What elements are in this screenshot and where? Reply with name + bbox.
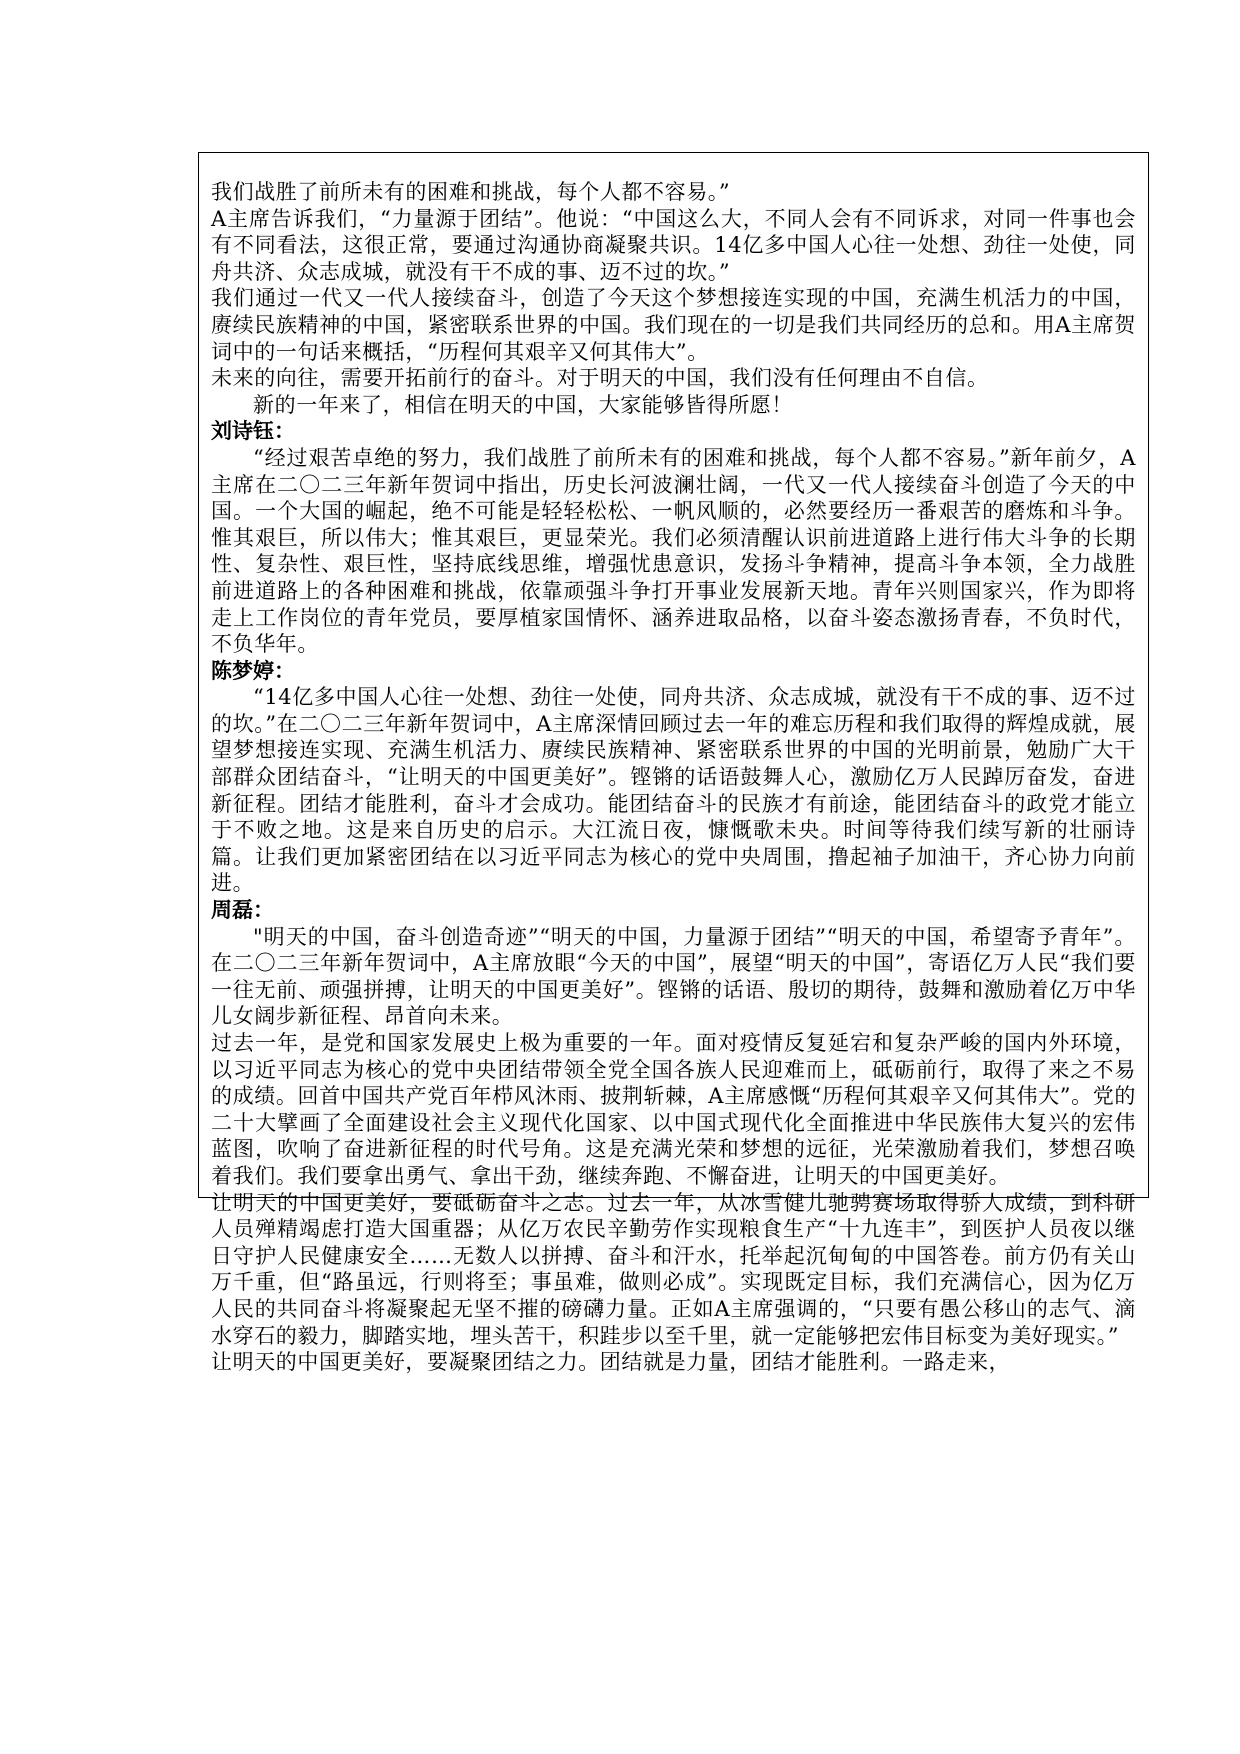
paragraph: 未来的向往，需要开拓前行的奋斗。对于明天的中国，我们没有任何理由不自信。 (211, 366, 989, 391)
speaker-heading: 陈梦婷： (211, 658, 295, 683)
paragraph: A主席告诉我们，“力量源于团结”。他说：“中国这么大，不同人会有不同诉求，对同一件事也会有不同看法，这很正常，要通过沟通协商凝聚共识。14亿多中国人心往一处想、劲往一处使，同舟共济、众志成城，就没有干不成的事、迈不过的坎。” (211, 206, 1136, 284)
paragraph: 新的一年来了，相信在明天的中国，大家能够皆得所愿！ (253, 392, 793, 417)
paragraph: 让明天的中国更美好，要砥砺奋斗之志。过去一年，从冰雪健儿驰骋赛场取得骄人成绩，到科研人员殚精竭虑打造大国重器；从亿万农民辛勤劳作实现粮食生产“十九连丰”，到医护人员夜以继日守护人民健康安全……无数人以拼搏、奋斗和汗水，托举起沉甸甸的中国答卷。前方仍有关山万千重，但“路虽远，行则将至；事虽难，做则必成”。实现既定目标，我们充满信心，因为亿万人民的共同奋斗将凝聚起无坚不摧的磅礴力量。正如A主席强调的，“只要有愚公移山的志气、滴水穿石的毅力，脚踏实地，埋头苦干，积跬步以至千里，就一定能够把宏伟目标变为美好现实。” (211, 1190, 1136, 1348)
document-frame (198, 152, 1149, 1375)
paragraph: 让明天的中国更美好，要凝聚团结之力。团结就是力量，团结才能胜利。一路走来， (211, 1350, 1011, 1375)
paragraph: 我们通过一代又一代人接续奋斗，创造了今天这个梦想接连实现的中国，充满生机活力的中国，赓续民族精神的中国，紧密联系世界的中国。我们现在的一切是我们共同经历的总和。用A主席贺词中的一句话来概括，“历程何其艰辛又何其伟大”。 (211, 286, 1136, 364)
speaker-heading: 刘诗钰： (211, 419, 295, 444)
paragraph: “经过艰苦卓绝的努力，我们战胜了前所未有的困难和挑战，每个人都不容易。”新年前夕，A主席在二〇二三年新年贺词中指出，历史长河波澜壮阔，一代又一代人接续奋斗创造了今天的中国。一个大国的崛起，绝不可能是轻轻松松、一帆风顺的，必然要经历一番艰苦的磨炼和斗争。惟其艰巨，所以伟大；惟其艰巨，更显荣光。我们必须清醒认识前进道路上进行伟大斗争的长期性、复杂性、艰巨性，坚持底线思维，增强忧患意识，发扬斗争精神，提高斗争本领，全力战胜前进道路上的各种困难和挑战，依靠顽强斗争打开事业发展新天地。青年兴则国家兴，作为即将走上工作岗位的青年党员，要厚植家国情怀、涵养进取品格，以奋斗姿态激扬青春，不负时代，不负华年。 (211, 445, 1136, 657)
paragraph: 我们战胜了前所未有的困难和挑战，每个人都不容易。” (211, 180, 731, 204)
speaker-heading: 周磊： (211, 898, 274, 923)
paragraph: "明天的中国，奋斗创造奇迹”“明天的中国，力量源于团结”“明天的中国，希望寄予青年”。在二〇二三年新年贺词中，A主席放眼“今天的中国”，展望“明天的中国”，寄语亿万人民“我们要一往无前、顽强拼搏，让明天的中国更美好”。铿锵的话语、殷切的期待，鼓舞和激励着亿万中华儿女阔步新征程、昂首向未来。 (211, 924, 1136, 1029)
paragraph: “14亿多中国人心往一处想、劲往一处使，同舟共济、众志成城，就没有干不成的事、迈不过的坎。”在二〇二三年新年贺词中，A主席深情回顾过去一年的难忘历程和我们取得的辉煌成就，展望梦想接连实现、充满生机活力、赓续民族精神、紧密联系世界的中国的光明前景，勉励广大干部群众团结奋斗，“让明天的中国更美好”。铿锵的话语鼓舞人心，激励亿万人民踔厉奋发，奋进新征程。团结才能胜利，奋斗才会成功。能团结奋斗的民族才有前途，能团结奋斗的政党才能立于不败之地。这是来自历史的启示。大江流日夜，慷慨歌未央。时间等待我们续写新的壮丽诗篇。让我们更加紧密团结在以习近平同志为核心的党中央周围，撸起袖子加油干，齐心协力向前进。 (211, 685, 1136, 896)
paragraph: 过去一年，是党和国家发展史上极为重要的一年。面对疫情反复延宕和复杂严峻的国内外环境，以习近平同志为核心的党中央团结带领全党全国各族人民迎难而上，砥砺前行，取得了来之不易的成绩。回首中国共产党百年栉风沐雨、披荆斩棘，A主席感慨“历程何其艰辛又何其伟大”。党的二十大擘画了全面建设社会主义现代化国家、以中国式现代化全面推进中华民族伟大复兴的宏伟蓝图，吹响了奋进新征程的时代号角。这是充满光荣和梦想的远征，光荣激励着我们，梦想召唤着我们。我们要拿出勇气、拿出干劲，继续奔跑、不懈奋进，让明天的中国更美好。 (211, 1031, 1136, 1188)
